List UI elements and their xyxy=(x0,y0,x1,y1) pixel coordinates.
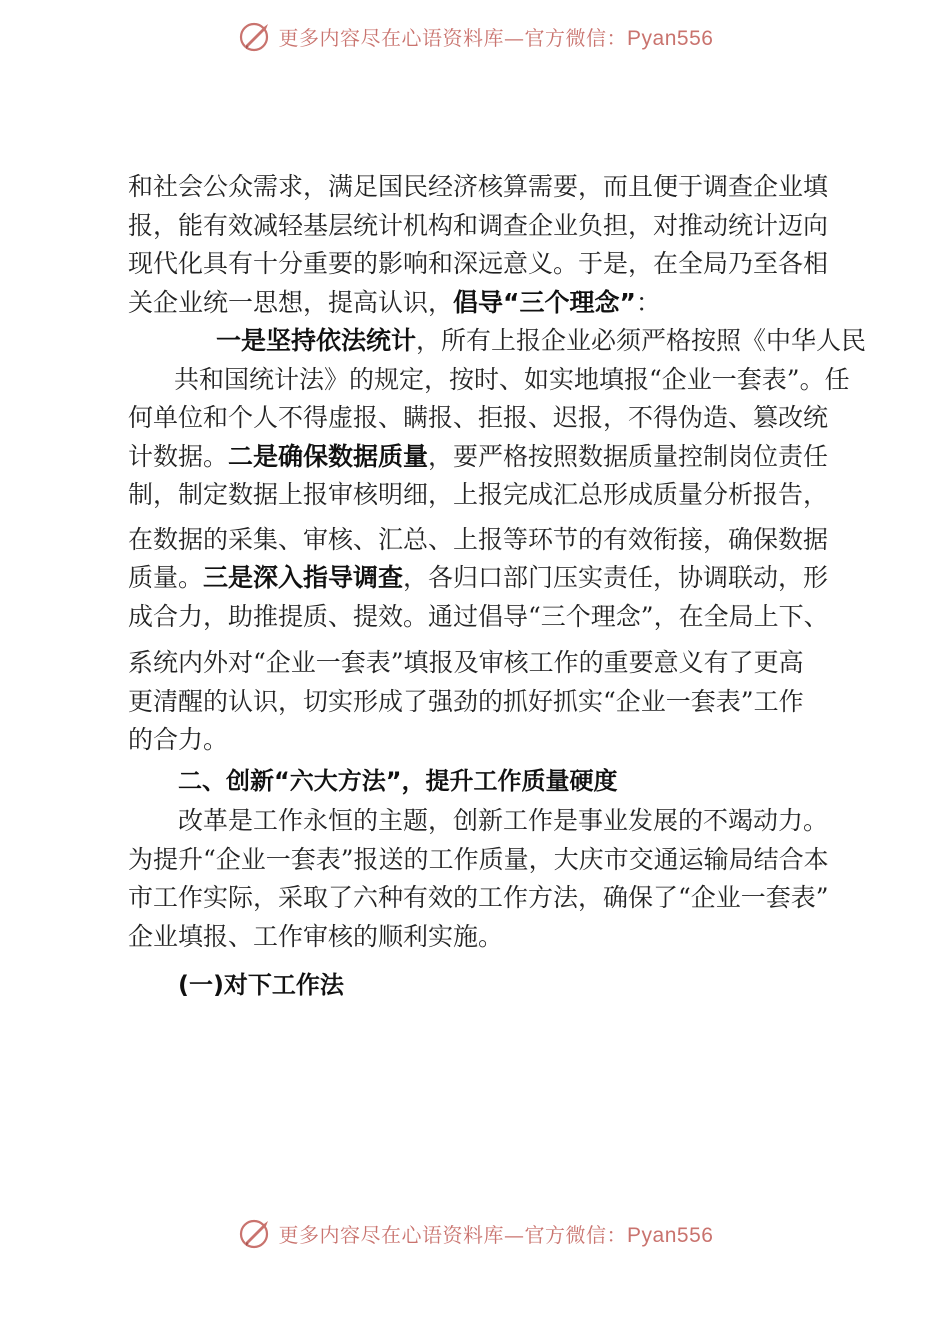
bold-phrase: 二是确保数据质量 xyxy=(228,441,429,471)
text-line: 一是坚持依法统计，所有上报企业必须严格按照《中华人民 xyxy=(216,326,867,355)
text-line: 何单位和个人不得虚报、瞒报、拒报、迟报，不得伪造、篡改统 xyxy=(128,403,829,432)
text-line: 在数据的采集、审核、汇总、上报等环节的有效衔接，确保数据 xyxy=(128,524,829,554)
text-line: 共和国统计法》的规定，按时、如实地填报“企业一套表”。任 xyxy=(174,364,850,394)
subsection-heading: (一)对下工作法 xyxy=(178,971,344,999)
text-line: 成合力，助推提质、提效。通过倡导“三个理念”，在全局上下、 xyxy=(128,601,829,631)
banner-text: 更多内容尽在心语资料库—官方微信： xyxy=(278,1222,628,1247)
banner-handle: Pyan556 xyxy=(627,1223,714,1247)
pen-logo-icon xyxy=(237,1215,273,1251)
document-body xyxy=(128,168,867,1005)
header-banner xyxy=(0,14,950,58)
text-line: 报，能有效减轻基层统计机构和调查企业负担，对推动统计迈向 xyxy=(128,210,829,240)
text-line: 和社会公众需求，满足国民经济核算需要，而且便于调查企业填 xyxy=(128,172,829,201)
text-line: 系统内外对“企业一套表”填报及审核工作的重要意义有了更高 xyxy=(128,648,804,677)
text-line: 计数据。二是确保数据质量，要严格按照数据质量控制岗位责任 xyxy=(128,441,829,471)
text-line: 为提升“企业一套表”报送的工作质量，大庆市交通运输局结合本 xyxy=(128,844,829,874)
text-line: 改革是工作永恒的主题，创新工作是事业发展的不竭动力。 xyxy=(178,806,829,835)
banner-text: 更多内容尽在心语资料库—官方微信： xyxy=(278,25,628,50)
text-line: 的合力。 xyxy=(128,725,229,754)
banner-handle: Pyan556 xyxy=(627,26,714,50)
bold-phrase: 三是深入指导调查 xyxy=(203,563,404,592)
text-line: 制，制定数据上报审核明细，上报完成汇总形成质量分析报告， xyxy=(128,480,829,509)
text-line: 现代化具有十分重要的影响和深远意义。于是，在全局乃至各相 xyxy=(128,249,829,278)
text-line: 企业填报、工作审核的顺利实施。 xyxy=(128,921,504,951)
text-line: 市工作实际，采取了六种有效的工作方法，确保了“企业一套表” xyxy=(128,883,829,912)
bold-phrase: 倡导“三个理念” xyxy=(453,287,636,317)
text-line: 关企业统一思想，提高认识，倡导“三个理念”： xyxy=(128,287,661,317)
pen-logo-icon xyxy=(237,18,273,54)
text-line: 质量。三是深入指导调查，各归口部门压实责任，协调联动，形 xyxy=(128,563,829,592)
bold-phrase: 一是坚持依法统计 xyxy=(216,326,417,355)
text-line: 更清醒的认识，切实形成了强劲的抓好抓实“企业一套表”工作 xyxy=(128,686,804,716)
section-heading: 二、创新“六大方法”，提升工作质量硬度 xyxy=(178,766,618,795)
footer-banner xyxy=(0,1211,950,1255)
